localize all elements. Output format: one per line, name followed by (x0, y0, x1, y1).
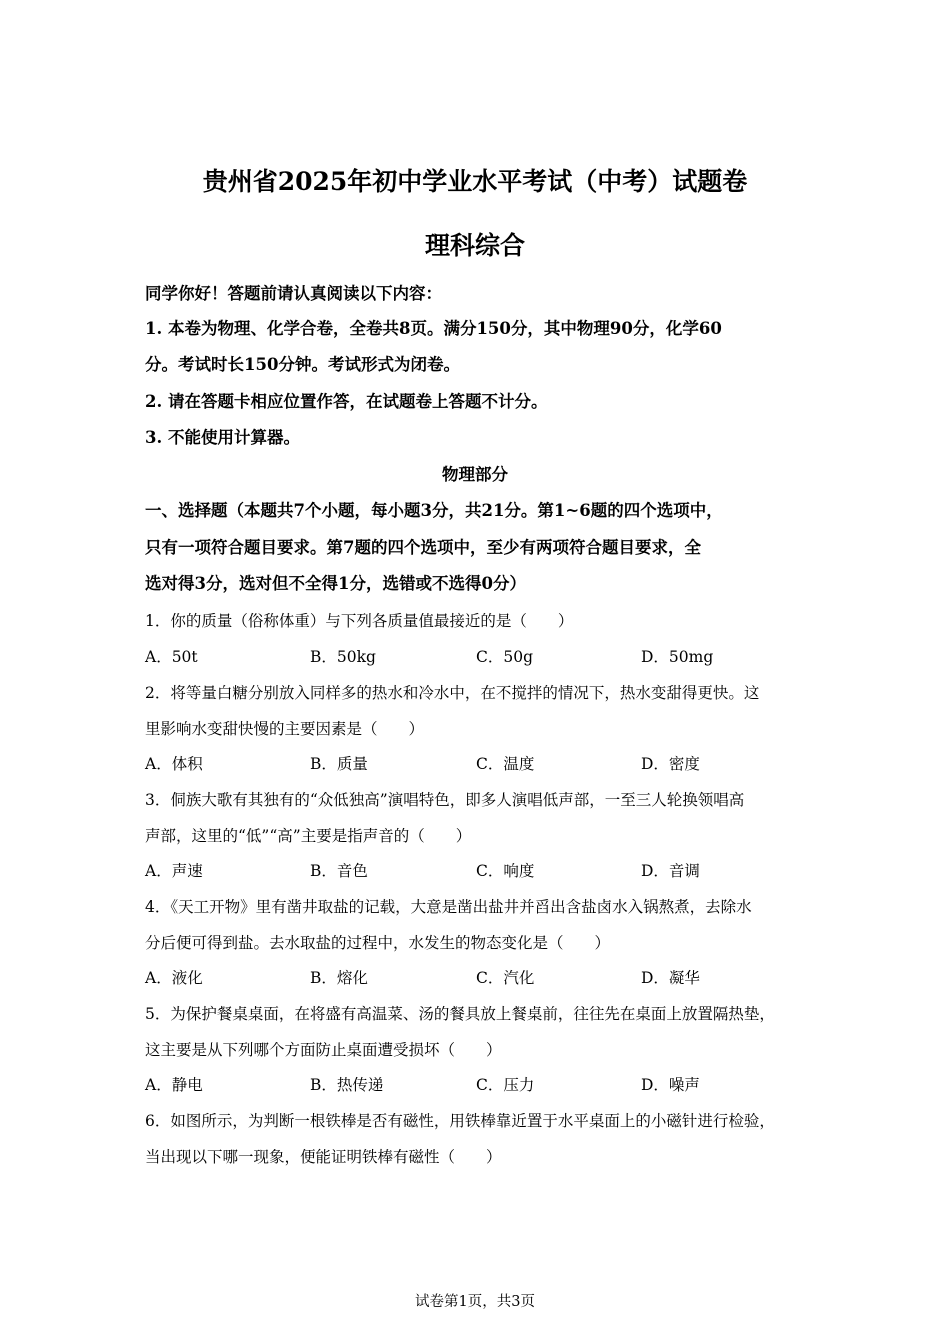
exam-title: 贵州省2025年初中学业水平考试（中考）试题卷 (202, 167, 748, 196)
notice-item-1: 1. 本卷为物理、化学合卷，全卷共8页。满分150分，其中物理90分，化学60 (145, 319, 722, 338)
option-d: D．噪声 (641, 1076, 700, 1094)
option-c: C．响度 (476, 862, 535, 880)
option-d: D．音调 (641, 862, 700, 880)
option-b: B．音色 (310, 862, 368, 880)
notice-greeting: 同学你好！答题前请认真阅读以下内容： (145, 284, 442, 303)
question-2-stem: 2．将等量白糖分别放入同样多的热水和冷水中，在不搅拌的情况下，热水变甜得更快。这 (145, 684, 760, 702)
option-b: B．熔化 (310, 969, 368, 987)
option-d: D．50mg (641, 648, 714, 666)
option-b: B．质量 (310, 755, 368, 773)
section-instructions-cont: 只有一项符合题目要求。第7题的四个选项中，至少有两项符合题目要求，全 (145, 538, 701, 557)
option-d: D．密度 (641, 755, 700, 773)
option-b: B．热传递 (310, 1076, 384, 1094)
question-5-stem: 5．为保护餐桌桌面，在将盛有高温菜、汤的餐具放上餐桌前，往往先在桌面上放置隔热垫， (145, 1005, 775, 1023)
question-4-stem: 4．《天工开物》里有凿井取盐的记载，大意是凿出盐井并舀出含盐卤水入锅熬煮，去除水 (145, 898, 752, 916)
question-3-stem-cont: 声部，这里的“低”“高”主要是指声音的（ ） (145, 827, 472, 845)
notice-item-1-cont: 分。考试时长150分钟。考试形式为闭卷。 (145, 355, 460, 374)
section-instructions: 一、选择题（本题共7个小题，每小题3分，共21分。第1~6题的四个选项中， (145, 501, 723, 520)
question-6-stem-cont: 当出现以下哪一现象，便能证明铁棒有磁性（ ） (145, 1148, 502, 1166)
page-footer: 试卷第1页，共3页 (415, 1294, 535, 1310)
option-c: C．压力 (476, 1076, 535, 1094)
option-a: A．体积 (145, 755, 203, 773)
option-c: C．汽化 (476, 969, 535, 987)
question-3-stem: 3．侗族大歌有其独有的“众低独高”演唱特色，即多人演唱低声部，一至三人轮换领唱高 (145, 791, 745, 809)
option-c: C．50g (476, 648, 534, 666)
option-a: A．50t (145, 648, 198, 666)
notice-item-2: 2. 请在答题卡相应位置作答，在试题卷上答题不计分。 (145, 392, 548, 411)
option-b: B．50kg (310, 648, 376, 666)
option-c: C．温度 (476, 755, 535, 773)
question-6-stem: 6．如图所示，为判断一根铁棒是否有磁性，用铁棒靠近置于水平桌面上的小磁针进行检验， (145, 1112, 775, 1130)
section-instructions-cont: 选对得3分，选对但不全得1分，选错或不选得0分） (145, 574, 526, 593)
notice-item-3: 3. 不能使用计算器。 (145, 428, 300, 447)
option-a: A．声速 (145, 862, 203, 880)
question-5-stem-cont: 这主要是从下列哪个方面防止桌面遭受损坏（ ） (145, 1041, 502, 1059)
question-4-stem-cont: 分后便可得到盐。去水取盐的过程中，水发生的物态变化是（ ） (145, 934, 611, 952)
exam-subtitle: 理科综合 (424, 231, 525, 260)
option-d: D．凝华 (641, 969, 700, 987)
option-a: A．静电 (145, 1076, 203, 1094)
question-2-stem-cont: 里影响水变甜快慢的主要因素是（ ） (145, 720, 425, 738)
question-1-stem: 1．你的质量（俗称体重）与下列各质量值最接近的是（ ） (145, 612, 574, 630)
section-heading: 物理部分 (442, 465, 508, 484)
option-a: A．液化 (145, 969, 203, 987)
